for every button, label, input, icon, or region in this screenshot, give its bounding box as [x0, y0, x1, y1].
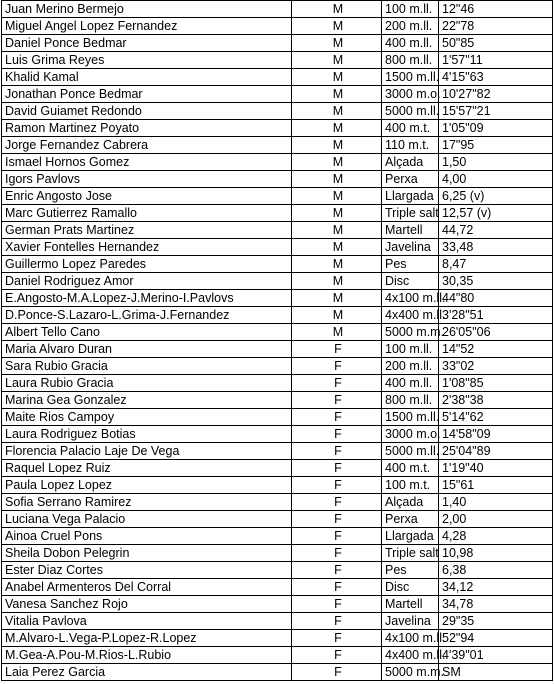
event-cell: 4x100 m.ll.: [382, 290, 439, 307]
table-row: [2, 392, 553, 409]
table-row: [2, 86, 553, 103]
sex-cell: M: [292, 69, 382, 86]
table-row: [2, 358, 553, 375]
table-row: [2, 1, 553, 18]
sex-cell: F: [292, 477, 382, 494]
sex-cell: F: [292, 630, 382, 647]
athlete-name-cell: Daniel Ponce Bedmar: [2, 35, 292, 52]
athlete-name-cell: Khalid Kamal: [2, 69, 292, 86]
table-row: [2, 528, 553, 545]
mark-cell: 33,48: [439, 239, 553, 256]
table-row: [2, 69, 553, 86]
results-table-body: [2, 1, 553, 681]
event-cell: 110 m.t.: [382, 137, 439, 154]
mark-cell: 52"94: [439, 630, 553, 647]
athlete-name-cell: Ester Diaz Cortes: [2, 562, 292, 579]
event-cell: 4x400 m.ll.: [382, 647, 439, 664]
mark-cell: 2'38"38: [439, 392, 553, 409]
mark-cell: 50"85: [439, 35, 553, 52]
event-cell: 100 m.ll.: [382, 1, 439, 18]
sex-cell: F: [292, 409, 382, 426]
mark-cell: 15'57"21: [439, 103, 553, 120]
sex-cell: M: [292, 52, 382, 69]
athlete-name-cell: Laia Perez Garcia: [2, 664, 292, 681]
athlete-name-cell: Miguel Angel Lopez Fernandez: [2, 18, 292, 35]
mark-cell: 44,72: [439, 222, 553, 239]
athlete-name-cell: M.Alvaro-L.Vega-P.Lopez-R.Lopez: [2, 630, 292, 647]
table-row: [2, 375, 553, 392]
event-cell: Javelina: [382, 239, 439, 256]
event-cell: 400 m.ll.: [382, 35, 439, 52]
event-cell: Llargada: [382, 188, 439, 205]
event-cell: 3000 m.o.: [382, 86, 439, 103]
sex-cell: F: [292, 392, 382, 409]
event-cell: Perxa: [382, 171, 439, 188]
table-row: [2, 137, 553, 154]
event-cell: Martell: [382, 596, 439, 613]
mark-cell: 5'14"62: [439, 409, 553, 426]
athlete-name-cell: Albert Tello Cano: [2, 324, 292, 341]
event-cell: 100 m.ll.: [382, 341, 439, 358]
table-row: [2, 171, 553, 188]
mark-cell: 6,25 (v): [439, 188, 553, 205]
athlete-name-cell: Sofia Serrano Ramirez: [2, 494, 292, 511]
event-cell: Disc: [382, 579, 439, 596]
table-row: [2, 477, 553, 494]
table-row: [2, 239, 553, 256]
sex-cell: M: [292, 188, 382, 205]
sex-cell: F: [292, 647, 382, 664]
athlete-name-cell: Guillermo Lopez Paredes: [2, 256, 292, 273]
table-row: [2, 290, 553, 307]
athlete-name-cell: D.Ponce-S.Lazaro-L.Grima-J.Fernandez: [2, 307, 292, 324]
sex-cell: F: [292, 562, 382, 579]
mark-cell: 22"78: [439, 18, 553, 35]
event-cell: 200 m.ll.: [382, 18, 439, 35]
athlete-name-cell: Anabel Armenteros Del Corral: [2, 579, 292, 596]
sex-cell: F: [292, 511, 382, 528]
athlete-name-cell: Jorge Fernandez Cabrera: [2, 137, 292, 154]
event-cell: 4x100 m.ll.: [382, 630, 439, 647]
sex-cell: F: [292, 358, 382, 375]
mark-cell: 26'05"06: [439, 324, 553, 341]
mark-cell: 3'28"51: [439, 307, 553, 324]
mark-cell: 8,47: [439, 256, 553, 273]
sex-cell: M: [292, 103, 382, 120]
athlete-name-cell: Maite Rios Campoy: [2, 409, 292, 426]
sex-cell: F: [292, 426, 382, 443]
sex-cell: M: [292, 222, 382, 239]
table-row: [2, 630, 553, 647]
mark-cell: SM: [439, 664, 553, 681]
mark-cell: 10,98: [439, 545, 553, 562]
athlete-name-cell: Igors Pavlovs: [2, 171, 292, 188]
table-row: [2, 205, 553, 222]
sex-cell: M: [292, 171, 382, 188]
athlete-name-cell: Marina Gea Gonzalez: [2, 392, 292, 409]
event-cell: 800 m.ll.: [382, 392, 439, 409]
athlete-name-cell: Vitalia Pavlova: [2, 613, 292, 630]
event-cell: 5000 m.m.: [382, 664, 439, 681]
event-cell: 5000 m.ll.: [382, 103, 439, 120]
sex-cell: M: [292, 290, 382, 307]
table-row: [2, 664, 553, 681]
athlete-name-cell: Luciana Vega Palacio: [2, 511, 292, 528]
sex-cell: M: [292, 137, 382, 154]
sex-cell: M: [292, 86, 382, 103]
mark-cell: 29"35: [439, 613, 553, 630]
table-row: [2, 273, 553, 290]
event-cell: 400 m.t.: [382, 460, 439, 477]
results-table: [1, 0, 553, 681]
sex-cell: F: [292, 596, 382, 613]
event-cell: 1500 m.ll.: [382, 409, 439, 426]
athlete-name-cell: M.Gea-A.Pou-M.Rios-L.Rubio: [2, 647, 292, 664]
mark-cell: 4,28: [439, 528, 553, 545]
sex-cell: F: [292, 375, 382, 392]
event-cell: Llargada: [382, 528, 439, 545]
athlete-name-cell: Ramon Martinez Poyato: [2, 120, 292, 137]
event-cell: 400 m.t.: [382, 120, 439, 137]
sex-cell: M: [292, 324, 382, 341]
sex-cell: M: [292, 18, 382, 35]
table-row: [2, 443, 553, 460]
sex-cell: M: [292, 35, 382, 52]
athlete-name-cell: Laura Rodriguez Botias: [2, 426, 292, 443]
event-cell: Triple salt: [382, 205, 439, 222]
event-cell: 200 m.ll.: [382, 358, 439, 375]
sex-cell: M: [292, 154, 382, 171]
mark-cell: 1'08"85: [439, 375, 553, 392]
athlete-name-cell: Vanesa Sanchez Rojo: [2, 596, 292, 613]
sex-cell: M: [292, 205, 382, 222]
mark-cell: 12"46: [439, 1, 553, 18]
sex-cell: M: [292, 239, 382, 256]
sex-cell: F: [292, 494, 382, 511]
table-row: [2, 562, 553, 579]
athlete-name-cell: Sara Rubio Gracia: [2, 358, 292, 375]
mark-cell: 30,35: [439, 273, 553, 290]
event-cell: 100 m.t.: [382, 477, 439, 494]
sex-cell: M: [292, 120, 382, 137]
event-cell: Pes: [382, 256, 439, 273]
mark-cell: 1'57"11: [439, 52, 553, 69]
table-row: [2, 596, 553, 613]
table-row: [2, 103, 553, 120]
table-row: [2, 511, 553, 528]
mark-cell: 1'19"40: [439, 460, 553, 477]
table-row: [2, 188, 553, 205]
table-row: [2, 647, 553, 664]
mark-cell: 6,38: [439, 562, 553, 579]
table-row: [2, 341, 553, 358]
table-row: [2, 35, 553, 52]
athlete-name-cell: Jonathan Ponce Bedmar: [2, 86, 292, 103]
table-row: [2, 256, 553, 273]
mark-cell: 4'15"63: [439, 69, 553, 86]
event-cell: 1500 m.ll.: [382, 69, 439, 86]
mark-cell: 34,78: [439, 596, 553, 613]
sex-cell: M: [292, 1, 382, 18]
athlete-name-cell: Ainoa Cruel Pons: [2, 528, 292, 545]
table-row: [2, 222, 553, 239]
athlete-name-cell: Ismael Hornos Gomez: [2, 154, 292, 171]
table-row: [2, 460, 553, 477]
table-row: [2, 52, 553, 69]
athlete-name-cell: Enric Angosto Jose: [2, 188, 292, 205]
mark-cell: 14'58"09: [439, 426, 553, 443]
event-cell: Martell: [382, 222, 439, 239]
athlete-name-cell: Daniel Rodriguez Amor: [2, 273, 292, 290]
sex-cell: F: [292, 613, 382, 630]
athlete-name-cell: David Guiamet Redondo: [2, 103, 292, 120]
event-cell: Disc: [382, 273, 439, 290]
athlete-name-cell: Marc Gutierrez Ramallo: [2, 205, 292, 222]
table-row: [2, 426, 553, 443]
mark-cell: 34,12: [439, 579, 553, 596]
sex-cell: M: [292, 273, 382, 290]
sex-cell: F: [292, 528, 382, 545]
table-row: [2, 613, 553, 630]
event-cell: 5000 m.ll.: [382, 443, 439, 460]
athlete-name-cell: Florencia Palacio Laje De Vega: [2, 443, 292, 460]
athlete-name-cell: Xavier Fontelles Hernandez: [2, 239, 292, 256]
athlete-name-cell: E.Angosto-M.A.Lopez-J.Merino-I.Pavlovs: [2, 290, 292, 307]
mark-cell: 33"02: [439, 358, 553, 375]
table-row: [2, 545, 553, 562]
athlete-name-cell: Sheila Dobon Pelegrin: [2, 545, 292, 562]
mark-cell: 10'27"82: [439, 86, 553, 103]
mark-cell: 17"95: [439, 137, 553, 154]
mark-cell: 1,50: [439, 154, 553, 171]
mark-cell: 2,00: [439, 511, 553, 528]
sex-cell: M: [292, 256, 382, 273]
sex-cell: F: [292, 664, 382, 681]
event-cell: Pes: [382, 562, 439, 579]
mark-cell: 12,57 (v): [439, 205, 553, 222]
event-cell: 4x400 m.ll.: [382, 307, 439, 324]
athlete-name-cell: Paula Lopez Lopez: [2, 477, 292, 494]
athlete-name-cell: Maria Alvaro Duran: [2, 341, 292, 358]
athlete-name-cell: Laura Rubio Gracia: [2, 375, 292, 392]
sex-cell: F: [292, 545, 382, 562]
mark-cell: 1,40: [439, 494, 553, 511]
event-cell: 3000 m.o.: [382, 426, 439, 443]
sex-cell: F: [292, 460, 382, 477]
mark-cell: 25'04"89: [439, 443, 553, 460]
event-cell: Javelina: [382, 613, 439, 630]
athlete-name-cell: Luis Grima Reyes: [2, 52, 292, 69]
table-row: [2, 154, 553, 171]
mark-cell: 4,00: [439, 171, 553, 188]
table-row: [2, 494, 553, 511]
event-cell: Triple salt: [382, 545, 439, 562]
event-cell: 800 m.ll.: [382, 52, 439, 69]
sex-cell: F: [292, 579, 382, 596]
event-cell: Alçada: [382, 154, 439, 171]
table-row: [2, 307, 553, 324]
event-cell: 400 m.ll.: [382, 375, 439, 392]
table-row: [2, 409, 553, 426]
sex-cell: F: [292, 443, 382, 460]
mark-cell: 1'05"09: [439, 120, 553, 137]
athlete-name-cell: German Prats Martinez: [2, 222, 292, 239]
event-cell: 5000 m.m.: [382, 324, 439, 341]
table-row: [2, 120, 553, 137]
mark-cell: 14"52: [439, 341, 553, 358]
event-cell: Alçada: [382, 494, 439, 511]
mark-cell: 4'39"01: [439, 647, 553, 664]
mark-cell: 15"61: [439, 477, 553, 494]
sex-cell: M: [292, 307, 382, 324]
event-cell: Perxa: [382, 511, 439, 528]
table-row: [2, 324, 553, 341]
mark-cell: 44"80: [439, 290, 553, 307]
sex-cell: F: [292, 341, 382, 358]
table-row: [2, 579, 553, 596]
athlete-name-cell: Juan Merino Bermejo: [2, 1, 292, 18]
table-row: [2, 18, 553, 35]
athlete-name-cell: Raquel Lopez Ruiz: [2, 460, 292, 477]
